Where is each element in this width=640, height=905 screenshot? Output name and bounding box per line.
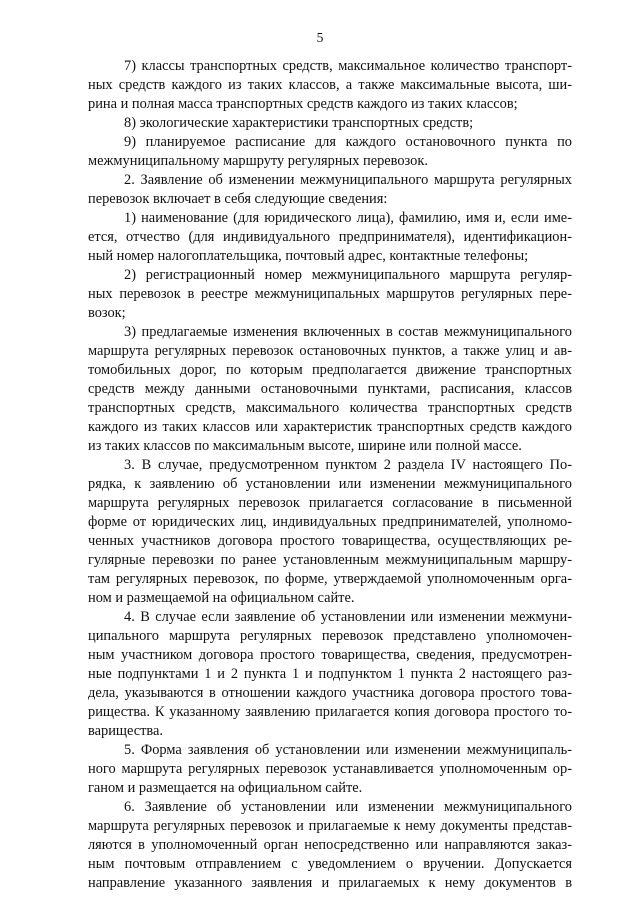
paragraph-line: ется, отчество (для индивидуального предпринимателя), идентификацион- [88, 229, 572, 245]
paragraph-line: ные подпунктами 1 и 2 пункта 1 и подпунктом 1 пункта 2 настоящего раз- [88, 666, 572, 682]
paragraph-line: 7) классы транспортных средств, максимальное количество транспорт- [124, 58, 572, 74]
paragraph-line: 5. Форма заявления об установлении или изменении межмуниципаль- [124, 742, 572, 758]
paragraph [88, 456, 572, 608]
paragraph-line: ных средств каждого из таких классов, а также максимальные высота, ши- [88, 77, 572, 93]
paragraph-line: ном и размещаемой на официальном сайте. [88, 590, 355, 606]
paragraph-line: ный номер налогоплательщика, почтовый адрес, контактные телефоны; [88, 248, 529, 264]
paragraph-line: направление указанного заявления и прилагаемых к нему документов в [88, 875, 572, 891]
paragraph-line: межмуниципальному маршруту регулярных перевозок. [88, 153, 428, 169]
paragraph [88, 57, 572, 114]
paragraph-line: ного маршрута регулярных перевозок устанавливается уполномоченным ор- [88, 761, 572, 777]
paragraph [88, 266, 572, 323]
paragraph-line: ных перевозок в реестре межмуниципальных маршрутов регулярных пере- [88, 286, 572, 302]
paragraph-line: рядка, к заявлению об установлении или изменении межмуниципального [88, 476, 572, 492]
paragraph-line: маршрута регулярных перевозок остановочных пунктов, а также улиц и ав- [88, 343, 572, 359]
paragraph [88, 209, 572, 266]
paragraph-line: каждого из таких классов или характеристик транспортных средств каждого [88, 419, 572, 435]
paragraph-line: ным участником договора простого товарищества, сведения, предусмотрен- [88, 647, 572, 663]
paragraph-line: ляются в уполномоченный орган непосредственно или направляются заказ- [88, 837, 572, 853]
paragraph-line: ципального маршрута регулярных перевозок представлено уполномочен- [88, 628, 572, 644]
paragraph-line: рищества. К указанному заявлению прилагается копия договора простого то- [88, 704, 572, 720]
paragraph-line: ганом и размещается на официальном сайте. [88, 780, 363, 796]
paragraph-line: форме от юридических лиц, индивидуальных предпринимателей, уполномо- [88, 514, 572, 530]
paragraph-line: 1) наименование (для юридического лица), фамилию, имя и, если име- [124, 210, 572, 226]
paragraph-line: 2) регистрационный номер межмуниципального маршрута регуляр- [124, 267, 572, 283]
paragraph-line: ным почтовым отправлением с уведомлением о вручении. Допускается [88, 856, 572, 872]
paragraph [88, 171, 572, 209]
paragraph-line: дела, указываются в отношении каждого участника договора простого това- [88, 685, 572, 701]
paragraph-line: гулярные перевозки по ранее установленным межмуниципальным маршру- [88, 552, 572, 568]
paragraph [88, 323, 572, 456]
paragraph-line: 9) планируемое расписание для каждого остановочного пункта по [124, 134, 572, 150]
document-body [88, 57, 572, 893]
paragraph-line: варищества. [88, 723, 163, 739]
paragraph [88, 798, 572, 893]
paragraph-line: из таких классов по максимальным высоте, ширине или полной массе. [88, 438, 522, 454]
paragraph-line: рина и полная масса транспортных средств каждого из таких классов; [88, 96, 518, 112]
paragraph-line: ченных участников договора простого товарищества, осуществляющих ре- [88, 533, 572, 549]
paragraph-line: перевозок включает в себя следующие сведения: [88, 191, 388, 207]
paragraph-line: там регулярных перевозок, по форме, утверждаемой уполномоченным орга- [88, 571, 572, 587]
paragraph [88, 114, 572, 133]
paragraph-line: 3) предлагаемые изменения включенных в состав межмуниципального [124, 324, 572, 340]
page-number: 5 [316, 30, 324, 45]
paragraph-line: 8) экологические характеристики транспортных средств; [124, 115, 474, 131]
paragraph [88, 608, 572, 741]
paragraph-line: возок; [88, 305, 126, 321]
paragraph-line: 2. Заявление об изменении межмуниципального маршрута регулярных [124, 172, 572, 188]
paragraph-line: 4. В случае если заявление об установлении или изменении межмуни- [124, 609, 572, 625]
paragraph-line: томобильных дорог, по которым предполагается движение транспортных [88, 362, 572, 378]
paragraph-line: 3. В случае, предусмотренном пунктом 2 раздела IV настоящего По- [124, 457, 572, 473]
paragraph-line: средств между данными остановочными пунктами, расписания, классов [88, 381, 572, 397]
paragraph-line: 6. Заявление об установлении или изменении межмуниципального [124, 799, 572, 815]
paragraph [88, 741, 572, 798]
paragraph-line: маршрута регулярных перевозок прилагается согласование в письменной [88, 495, 572, 511]
paragraph-line: транспортных средств, максимального количества транспортных средств [88, 400, 572, 416]
paragraph-line: маршрута регулярных перевозок и прилагаемые к нему документы представ- [88, 818, 572, 834]
paragraph [88, 133, 572, 171]
